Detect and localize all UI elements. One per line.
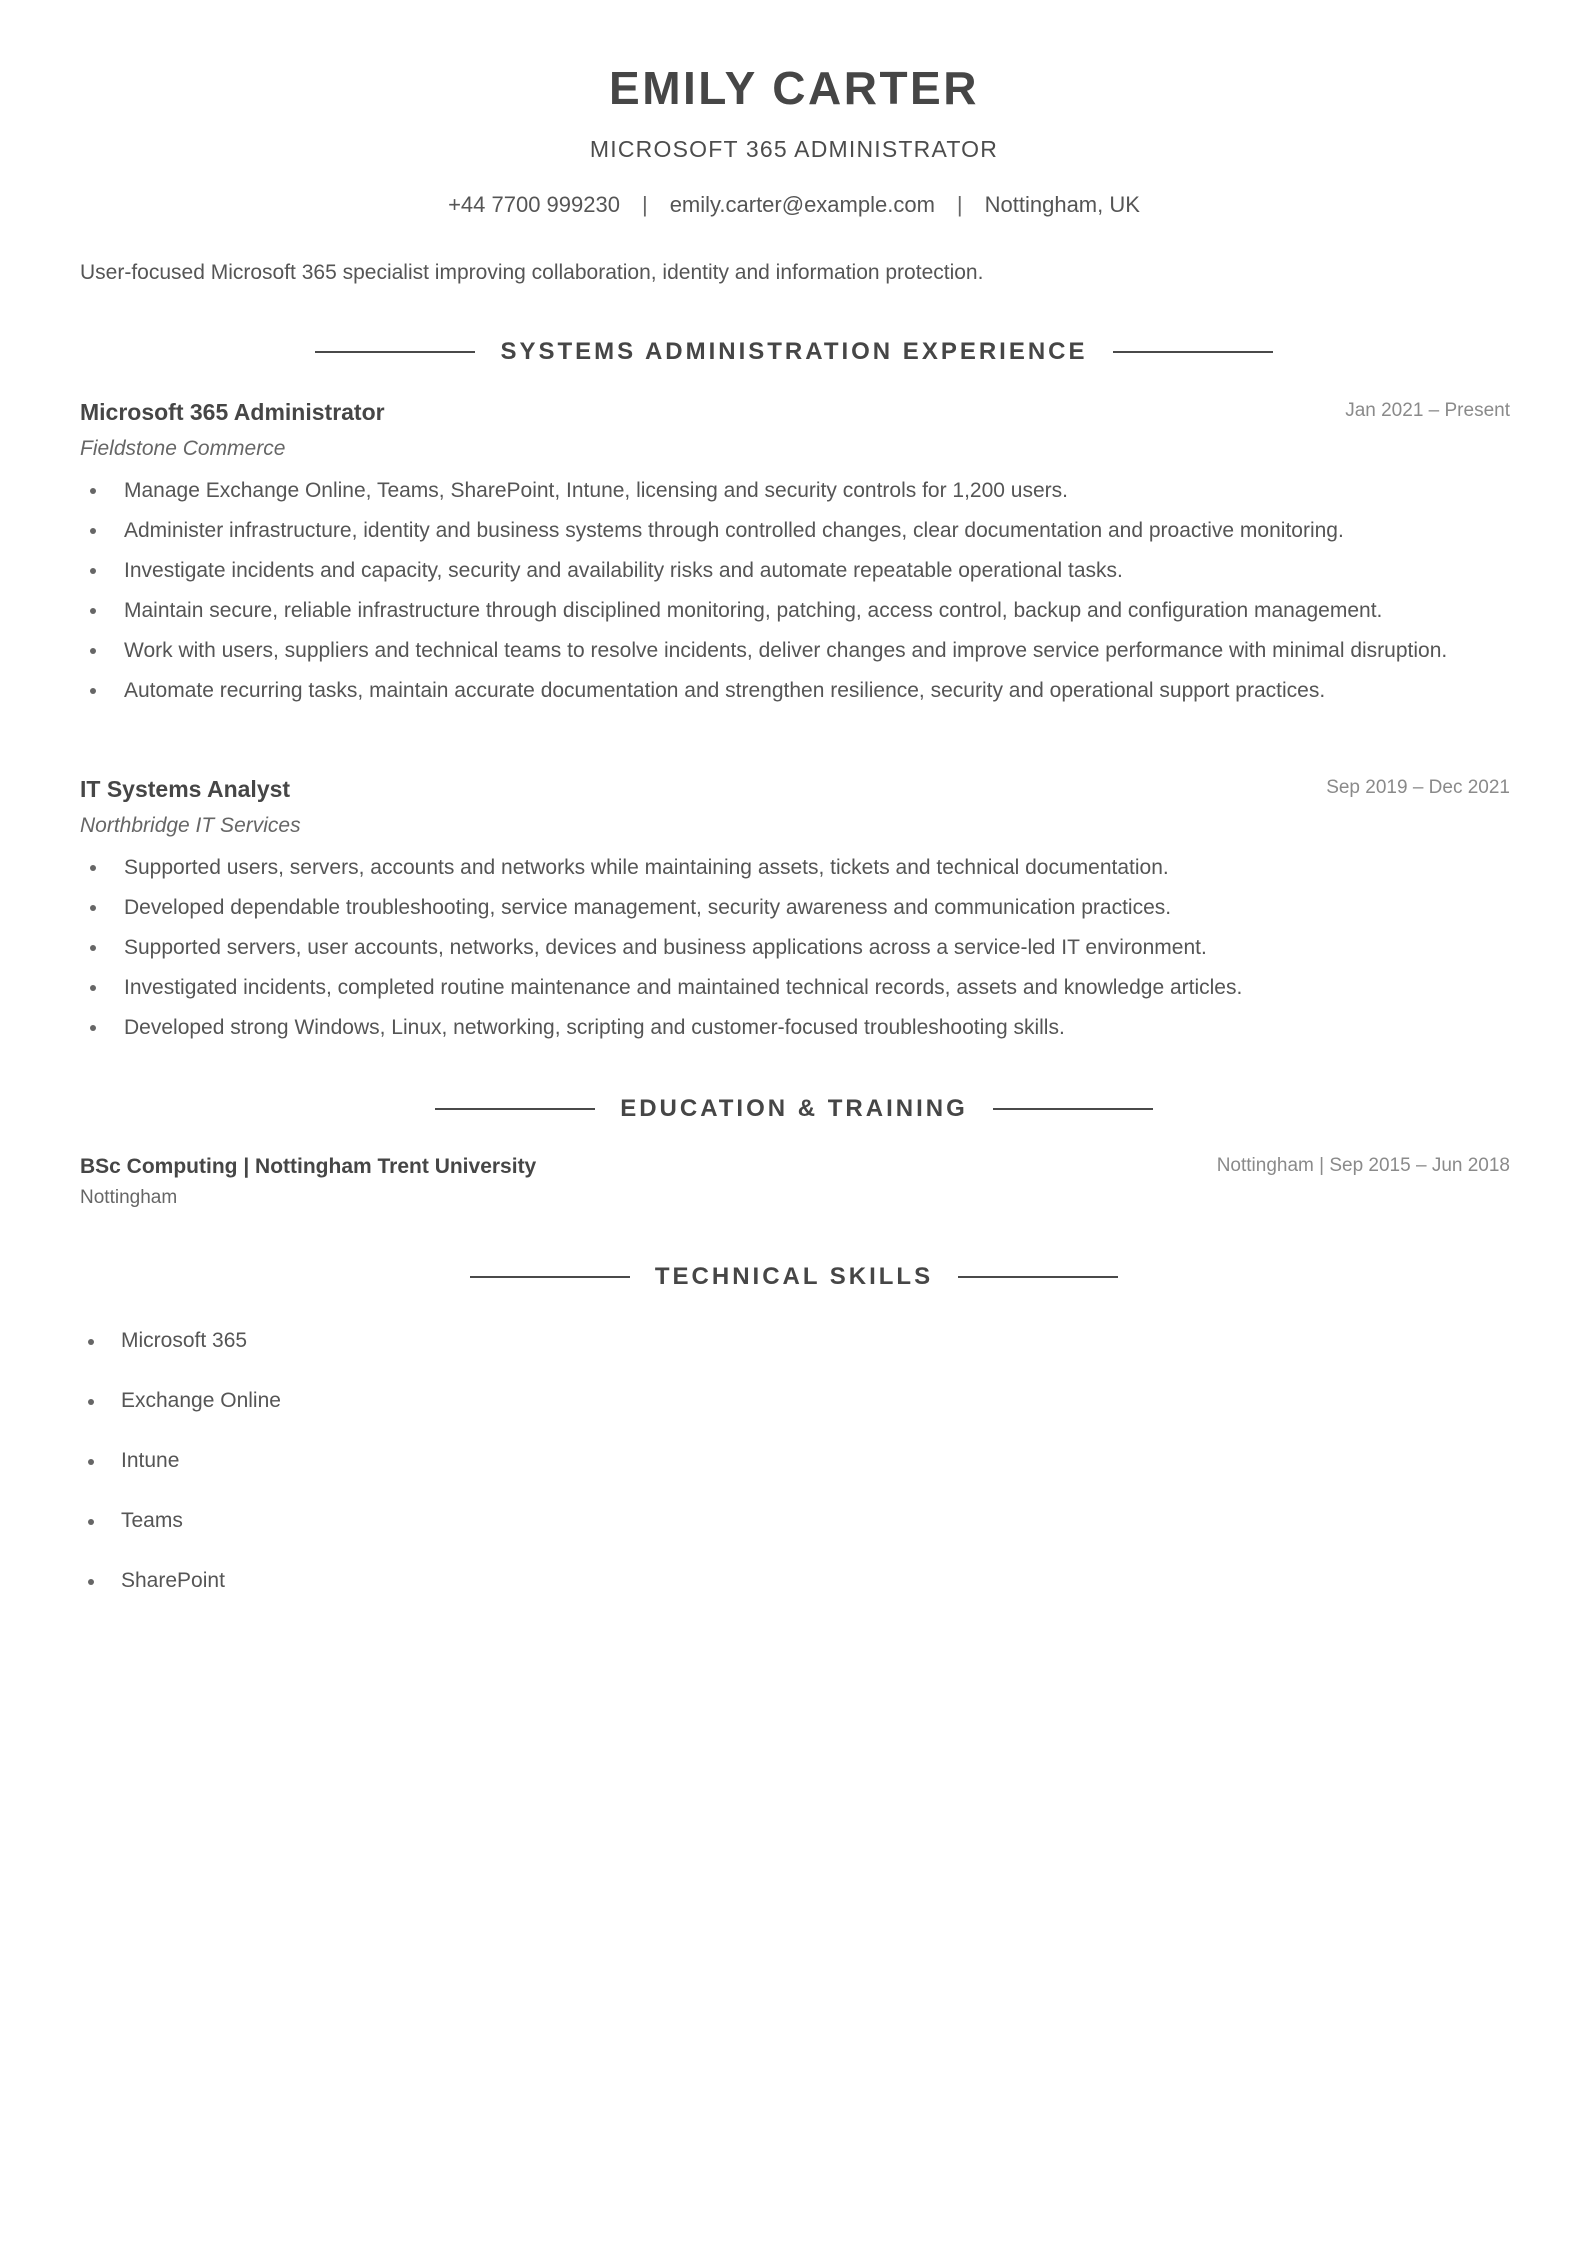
education-degree: BSc Computing | Nottingham Trent University xyxy=(80,1155,537,1178)
job-bullet: Developed strong Windows, Linux, networking, scripting and customer-focused troubleshooting skills. xyxy=(124,1011,1510,1044)
job-bullet: Supported servers, user accounts, networks, devices and business applications across a service-led IT environment. xyxy=(124,931,1510,964)
job-dates: Jan 2021 – Present xyxy=(1345,400,1510,421)
profile-summary: User-focused Microsoft 365 specialist improving collaboration, identity and information protection. xyxy=(80,261,984,284)
heading-rule xyxy=(315,351,475,353)
skill-item: SharePoint xyxy=(121,1566,281,1596)
education-entry xyxy=(80,1150,1510,1212)
job-bullet: Developed dependable troubleshooting, service management, security awareness and communication practices. xyxy=(124,891,1510,924)
section-title-skills: TECHNICAL SKILLS xyxy=(654,1263,934,1290)
contact-line xyxy=(0,190,1588,220)
job-bullet: Work with users, suppliers and technical teams to resolve incidents, deliver changes and improve service performance with minimal disruption. xyxy=(124,634,1510,667)
job-bullet: Manage Exchange Online, Teams, SharePoint, Intune, licensing and security controls for 1,200 users. xyxy=(124,474,1510,507)
skills-list xyxy=(80,1326,281,1626)
skill-item: Microsoft 365 xyxy=(121,1326,281,1356)
section-title-experience: SYSTEMS ADMINISTRATION EXPERIENCE xyxy=(500,338,1088,365)
section-heading-experience xyxy=(0,335,1588,369)
job-bullet: Maintain secure, reliable infrastructure through disciplined monitoring, patching, access control, backup and configuration management. xyxy=(124,594,1510,627)
experience-entry xyxy=(80,772,1510,1051)
education-meta: Nottingham | Sep 2015 – Jun 2018 xyxy=(1216,1155,1510,1176)
section-heading-education xyxy=(0,1092,1588,1126)
education-entry-header xyxy=(80,1150,1510,1184)
contact-phone: +44 7700 999230 xyxy=(448,192,620,217)
skill-item: Teams xyxy=(121,1506,281,1536)
contact-separator: | xyxy=(956,192,963,217)
job-bullet: Investigated incidents, completed routine maintenance and maintained technical records, assets and knowledge articles. xyxy=(124,971,1510,1004)
contact-email: emily.carter@example.com xyxy=(669,192,935,217)
candidate-title: MICROSOFT 365 ADMINISTRATOR xyxy=(589,136,999,162)
candidate-name: EMILY CARTER xyxy=(609,62,979,114)
heading-rule xyxy=(435,1108,595,1110)
job-bullet: Investigate incidents and capacity, security and availability risks and automate repeatable operational tasks. xyxy=(124,554,1510,587)
experience-entry-header xyxy=(80,395,1510,429)
skill-item: Exchange Online xyxy=(121,1386,281,1416)
job-bullet: Administer infrastructure, identity and business systems through controlled changes, clear documentation and proactive monitoring. xyxy=(124,514,1510,547)
job-dates: Sep 2019 – Dec 2021 xyxy=(1326,777,1510,798)
heading-rule xyxy=(1113,351,1273,353)
education-location: Nottingham xyxy=(80,1187,178,1208)
resume-header xyxy=(0,56,1588,220)
job-bullet-list xyxy=(80,474,1510,707)
experience-entry-header xyxy=(80,772,1510,806)
job-bullet: Automate recurring tasks, maintain accurate documentation and strengthen resilience, security and operational support practices. xyxy=(124,674,1510,707)
skill-item: Intune xyxy=(121,1446,281,1476)
section-heading-skills xyxy=(0,1260,1588,1294)
heading-rule xyxy=(958,1276,1118,1278)
contact-separator: | xyxy=(641,192,648,217)
job-role: IT Systems Analyst xyxy=(80,776,291,802)
heading-rule xyxy=(993,1108,1153,1110)
job-role: Microsoft 365 Administrator xyxy=(80,399,385,425)
job-company: Fieldstone Commerce xyxy=(80,437,286,460)
experience-entry xyxy=(80,395,1510,714)
job-bullet: Supported users, servers, accounts and networks while maintaining assets, tickets and technical documentation. xyxy=(124,851,1510,884)
heading-rule xyxy=(470,1276,630,1278)
job-company: Northbridge IT Services xyxy=(80,814,301,837)
section-title-education: EDUCATION & TRAINING xyxy=(620,1095,968,1122)
job-bullet-list xyxy=(80,851,1510,1044)
contact-location: Nottingham, UK xyxy=(984,192,1140,217)
